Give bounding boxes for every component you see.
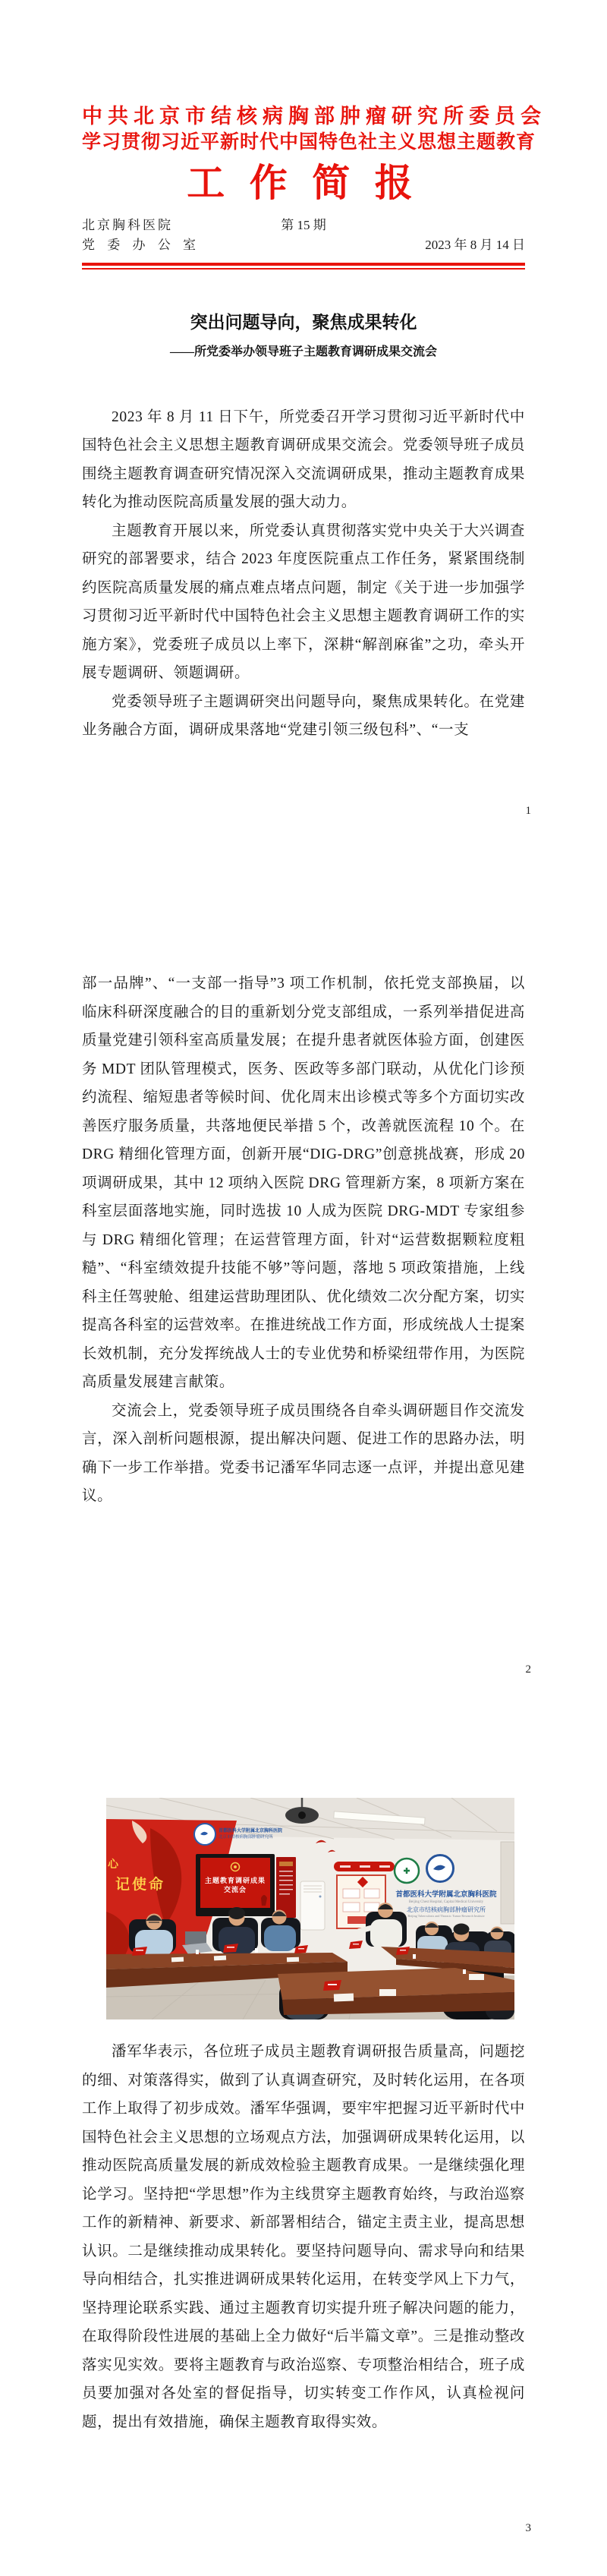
issue-number: 第 15 期 (281, 218, 326, 232)
page2-body (82, 970, 525, 1511)
masthead-info-grid (82, 216, 525, 255)
divider-line-top (82, 263, 525, 266)
page-3 (0, 1717, 607, 2576)
article-title: 突出问题导向，聚焦成果转化 (190, 312, 417, 332)
paragraph: 主题教育开展以来，所党委认真贯彻落实党中央关于大兴调查研究的部署要求，结合 2023 年度医院重点工作任务，紧紧围绕制约医院高质量发展的痛点难点堵点问题，制定《关于进一步加强学习贯彻习近平新时代中国特色社会主义思想主题教育调研工作的实施方案》，党委班子成员以上率下，深耕“解剖麻雀”之功，牵头开展专题调研、领题调研。 (82, 522, 525, 681)
hospital-name-small: 首都医科大学附属北京胸科医院 (219, 1829, 283, 1833)
page3-body (82, 2038, 525, 2436)
meeting-photo (106, 1798, 514, 2019)
institute-name-cn: 北京市结核病胸部肿瘤研究所 (407, 1906, 486, 1913)
tv-slide-subtitle: 交流会 (223, 1886, 247, 1893)
bulletin-title: 工 作 简 报 (187, 162, 420, 204)
page-number: 2 (525, 1663, 531, 1676)
masthead (82, 0, 546, 270)
page-2 (0, 859, 607, 1717)
wall-ribbon (334, 1862, 395, 1871)
issue-date: 2023 年 8 月 14 日 (425, 238, 525, 252)
paragraph: 潘军华表示，各位班子成员主题教育调研报告质量高，问题挖的细、对策落得实，做到了认真调查研究，及时转化运用，在各项工作上取得了初步成效。潘军华强调，要牢牢把握习近平新时代中国特色社会主义思想的立场观点方法，加强调研成果转化运用，以推动医院高质量发展的新成效检验主题教育成果。一是继续强化理论学习。坚持把“学思想”作为主线贯穿主题教育始终，与政治巡察工作的新精神、新要求、新部署相结合，锚定主责主业，提高思想认识。二是继续推动成果转化。要坚持问题导向、需求导向和结果导向相结合，扎实推进调研成果转化运用，在转变学风上下力气，坚持理论联系实践、通过主题教育切实提升班子解决问题的能力，在取得阶段性进展的基础上全力做好“后半篇文章”。三是推动整改落实见实效。要将主题教育与政治巡察、专项整治相结合，班子成员要加强对各处室的督促指导，切实转变工作作风，认真检视问题，提出有效措施，确保主题教育取得实效。 (82, 2044, 525, 2430)
issuer-name: 北京胸科医院 (82, 218, 173, 232)
paragraph: 2023 年 8 月 11 日下午，所党委召开学习贯彻习近平新时代中国特色社会主义思想主题教育调研成果交流会。党委领导班子成员围绕主题教育调查研究情况深入交流调研成果，推动主题教育成果转化为推动医院高质量发展的强大动力。 (82, 408, 525, 510)
institute-name-small: 北京市结核病胸部肿瘤研究所 (219, 1835, 273, 1840)
paragraph: 党委领导班子主题调研突出问题导向，聚焦成果转化。在党建业务融合方面，调研成果落地“党建引领三级包科”、“一支 (82, 693, 525, 738)
issuer-office: 党 委 办 公 室 (82, 238, 200, 252)
page-number: 3 (525, 2522, 531, 2534)
info-spacer-1 (358, 216, 525, 235)
masthead-theme-line: 学习贯彻习近平新时代中国特色社主义思想主题教育 (82, 132, 536, 153)
paragraph-continued: 部一品牌”、“一支部一指导”3 项工作机制，依托党支部换届，以临床科研深度融合的目的重新划分党支部组成，一系列举措促进高质量党建引领科室高质量发展；在提升患者就医体验方面，创建医务 MDT 团队管理模式，医务、医政等多部门联动，从优化门诊预约流程、缩短患者等候时间、优化周末出诊模式等多个方面切实改善医疗服务质量，共落地便民举措 5 个，改善就医流程 10 个。在 DRG 精细化管理方面，创新开展“DIG-DRG”创意挑战赛，形成 20 项调研成果，其中 12 项纳入医院 DRG 管理新方案，8 项新方案在科室层面落地实施，同时选拔 10 人成为医院 DRG-MDT 专家组参与 DRG 精细化管理；在运营管理方面，针对“运营数据颗粒度粗糙”、“科室绩效提升技能不够”等问题，落地 5 项政策措施，上线科主任驾驶舱、组建运营助理团队、优化绩效二次分配方案，切实提高各科室的运营效率。在推进统战工作方面，形成统战人士提案长效机制，充分发挥统战人士的专业优势和桥梁纽带作用，为医院高质量发展建言献策。 (82, 976, 525, 1390)
institute-name-en: Beijing Tuberculosis and Thoracic Tumor Research Institute (407, 1914, 485, 1918)
roller-blind (501, 1842, 514, 1924)
divider-line-bottom (82, 268, 525, 270)
masthead-divider (82, 263, 525, 270)
masthead-org-line: 中共北京市结核病胸部肿瘤研究所委员会 (82, 105, 546, 128)
photo-tv (196, 1854, 275, 1916)
tv-slide-title: 主题教育调研成果 (204, 1877, 266, 1884)
air-conditioner (300, 1881, 325, 1930)
wall-slogan-small: 心 (108, 1859, 118, 1871)
page-1 (0, 0, 607, 859)
meeting-photo-graphic (106, 1798, 514, 2019)
page-number: 1 (525, 805, 531, 817)
info-spacer-2 (249, 235, 358, 255)
hospital-name-en: Beijing Chest Hospital, Capital Medical University (408, 1900, 484, 1904)
paragraph: 交流会上，党委领导班子成员围绕各自牵头调研题目作交流发言，深入剖析问题根源，提出解决问题、促进工作的思路办法，明确下一步工作举措。党委书记潘军华同志逐一点评，并提出意见建议。 (82, 1402, 525, 1504)
article-subtitle: ——所党委举办领导班子主题教育调研成果交流会 (169, 345, 437, 358)
page1-body (82, 403, 525, 745)
hospital-name-cn: 首都医科大学附属北京胸科医院 (395, 1891, 497, 1899)
party-oath-poster (276, 1857, 296, 1918)
wall-slogan: 记使命 (115, 1877, 166, 1893)
